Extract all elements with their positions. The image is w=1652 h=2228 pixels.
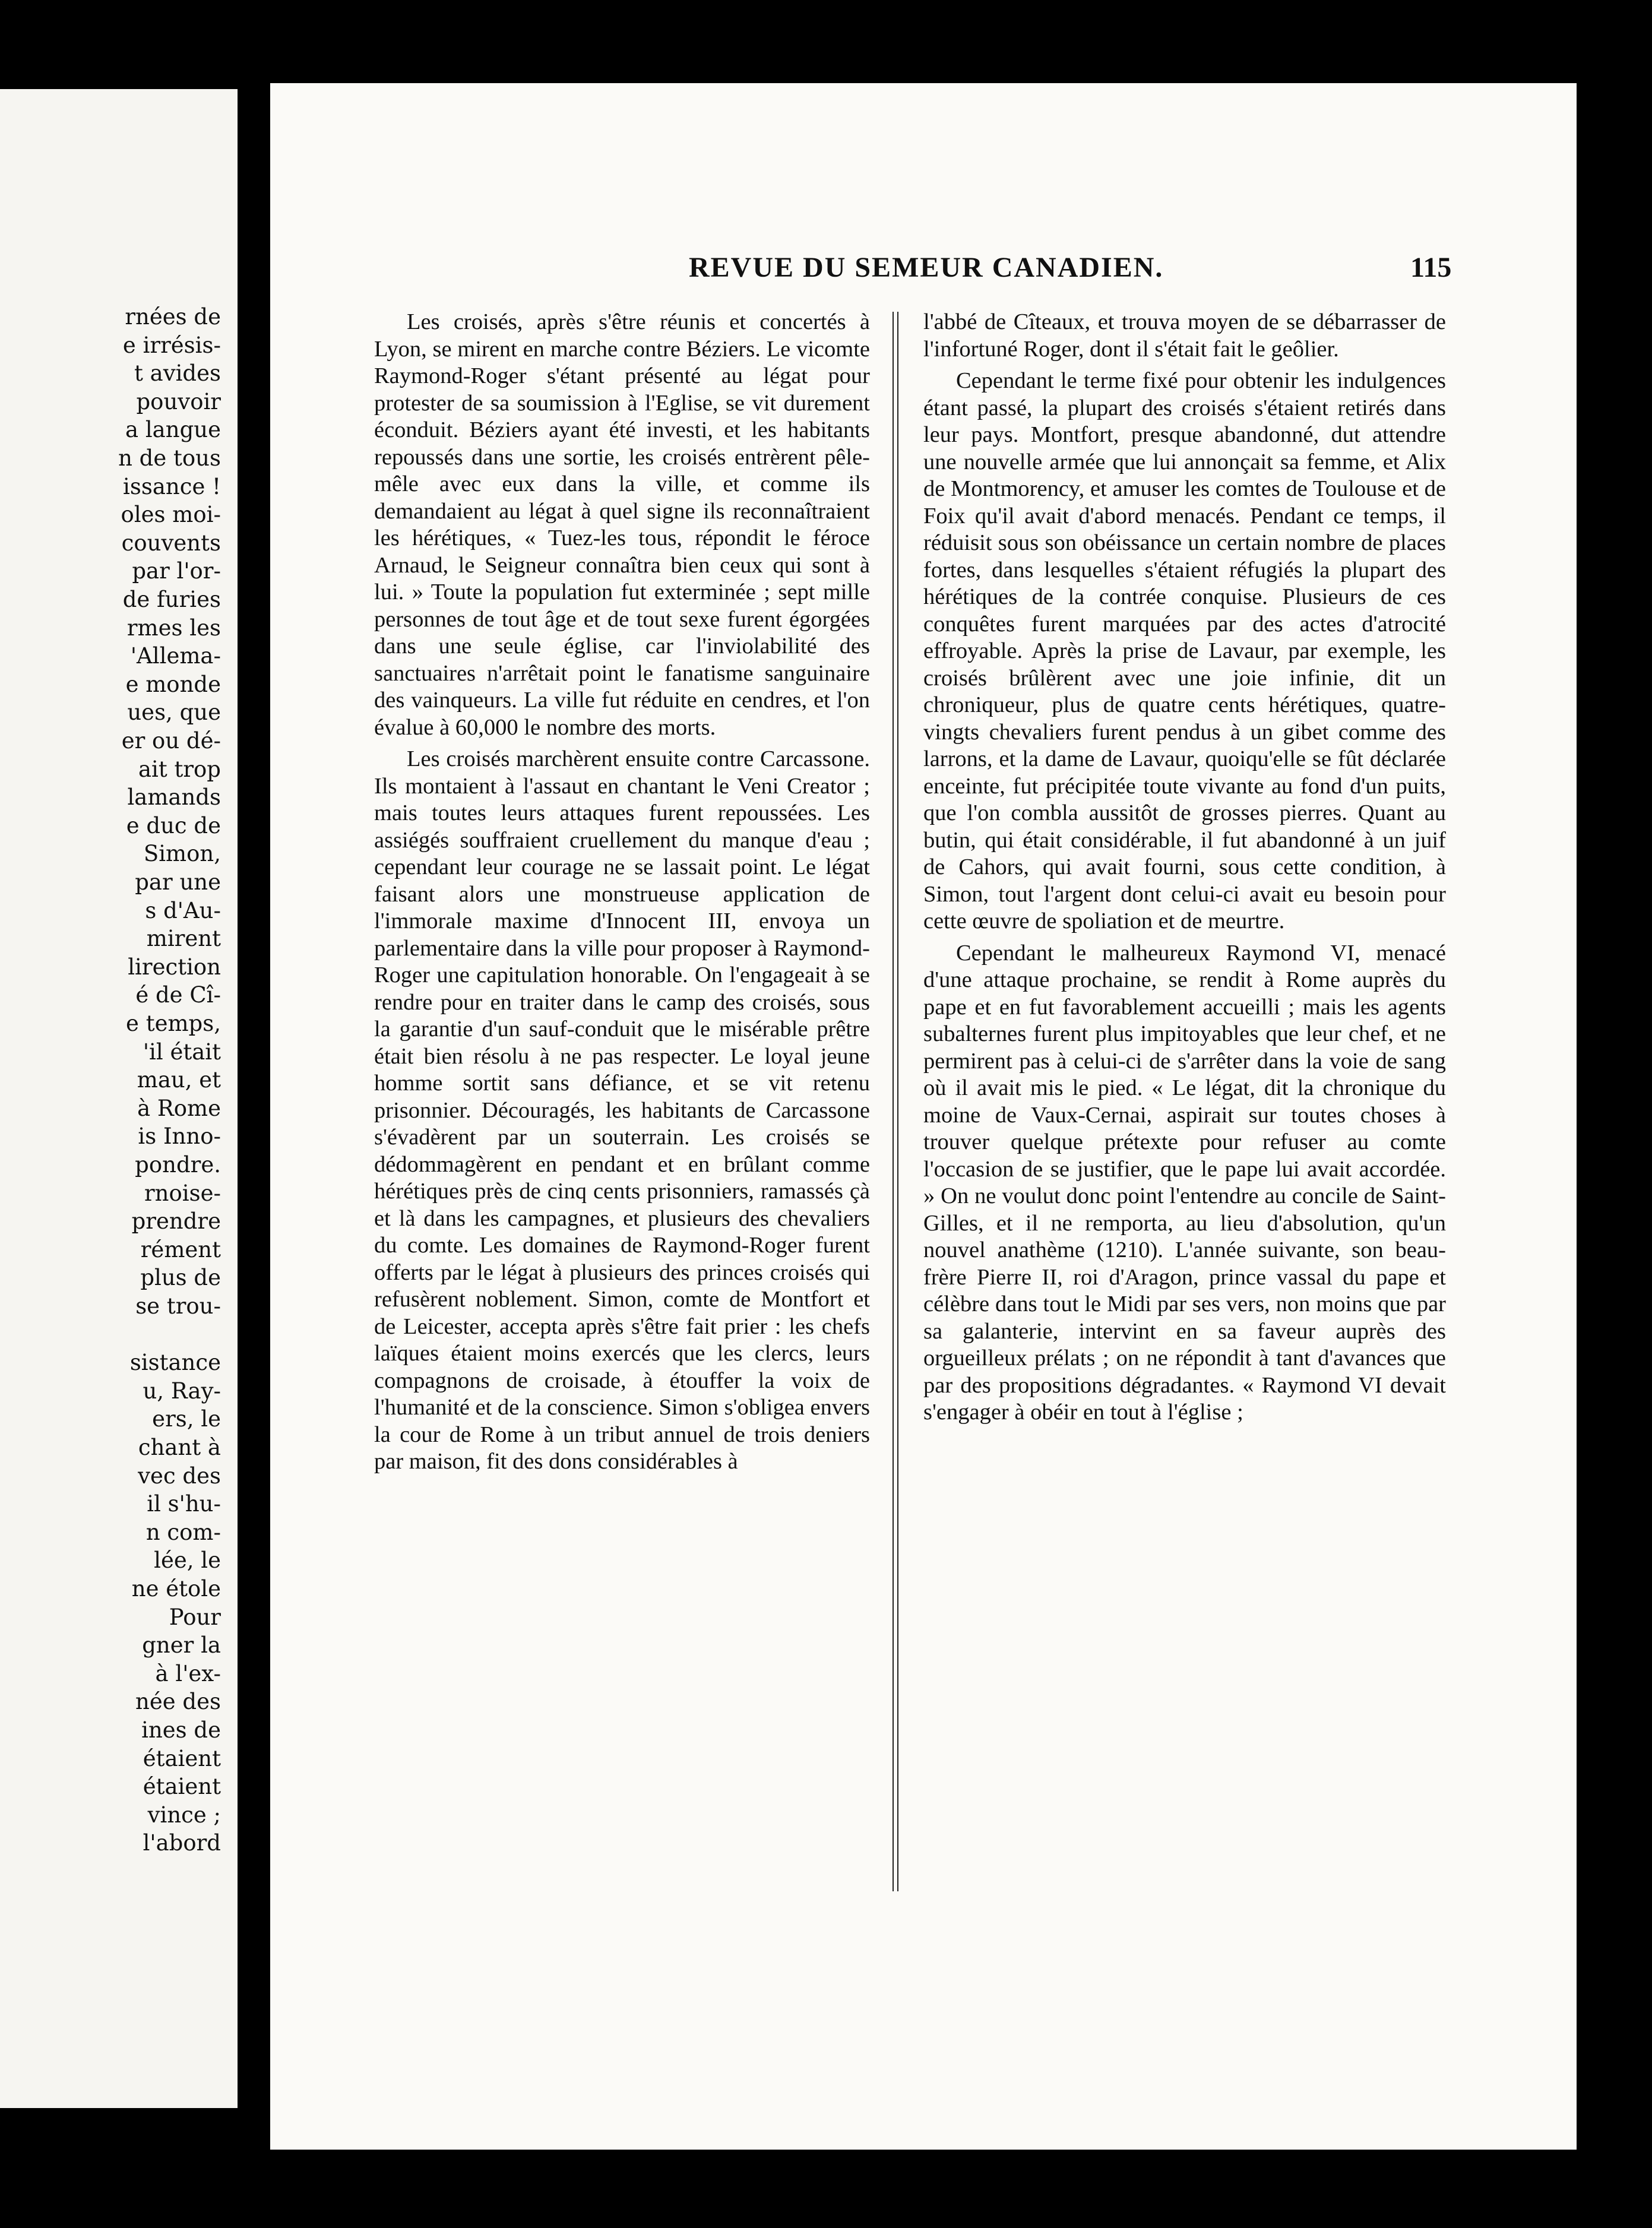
facing-page-line: ne étole [131, 1576, 221, 1602]
facing-page-line: ines de [141, 1717, 221, 1743]
facing-page-line: e irrésis- [122, 332, 221, 358]
facing-page-line: étaient [143, 1774, 221, 1800]
facing-page-line: née des [135, 1689, 221, 1715]
facing-page-line: a langue [125, 417, 221, 443]
facing-page-line: il s'hu- [147, 1491, 221, 1517]
page-header [270, 251, 1577, 287]
paragraph: l'abbé de Cîteaux, et trouva moyen de se débarrasser de l'infortuné Roger, dont il s'était fait le geôlier. [923, 309, 1446, 362]
facing-page-line: 'Allema- [130, 643, 221, 669]
facing-page-line: mau, et [137, 1067, 221, 1093]
scan-border-right [1577, 83, 1652, 2150]
facing-page-line: er ou dé- [121, 728, 221, 754]
text-column-right [923, 309, 1446, 1912]
facing-page-line: à Rome [137, 1095, 221, 1121]
facing-page-line: issance ! [123, 473, 221, 499]
scan-border-bottom [0, 2150, 1652, 2228]
facing-page-line: ait trop [138, 756, 221, 782]
page-number: 115 [1410, 252, 1452, 283]
facing-page-line: e temps, [126, 1011, 221, 1036]
facing-page-line: e monde [125, 671, 221, 697]
facing-page-line: n com- [145, 1519, 221, 1545]
paragraph: Cependant le terme fixé pour obtenir les indulgences étant passé, la plupart des croisés s'étaient retirés dans leur pays. Montfort, presque abandonné, dut attendre une nouvelle armée que lui annonçait sa femme, et Alix de Montmorency, et amuser les comtes de Toulouse et de Foix qu'il avait d'abord menacés. Pendant ce temps, il réduisit sous son obéissance un certain nombre de places fortes, dans lesquelles s'étaient réfugiés la plupart des hérétiques de la contrée conquise. Plusieurs de ces conquêtes furent marquées par des actes d'atrocité effroyable. Après la prise de Lavaur, par exemple, les croisés brûlèrent avec une joie infinie, dit un chroniqueur, plus de quatre cents hérétiques, quatre-vingts chevaliers furent pendus à un gibet comme des larrons, et la dame de Lavaur, quoiqu'elle se fût déclarée enceinte, fut précipitée toute vivante au fond d'un puits, que l'on combla aussitôt de grosses pierres. Quant au butin, qui était considérable, il fut abandonné à un juif de Cahors, qui avait fourni, sous cette condition, à Simon, tout l'argent dont celui-ci avait eu besoin pour cette œuvre de spoliation et de meurtre. [923, 368, 1446, 933]
paragraph: Cependant le malheureux Raymond VI, menacé d'une attaque prochaine, se rendit à Rome auprès du pape et en fut favorablement accueilli ; mais les agents subalternes furent plus impitoyables que leur chef, et ne permirent pas à celui-ci de s'arrêter dans la voie de sang où il avait mis le pied. « Le légat, dit la chronique du moine de Vaux-Cernai, aspirait sur toutes choses à trouver quelque prétexte pour refuser au comte l'occasion de se justifier, que le pape lui avait accordée. » On ne voulut donc point l'entendre au concile de Saint-Gilles, et il ne remporta, au lieu d'absolution, qu'un nouvel anathème (1210). L'année suivante, son beau-frère Pierre II, roi d'Aragon, prince vassal du pape et célèbre dans tout le Midi par ses vers, non moins que par sa galanterie, intervint en sa faveur auprès des orgueilleux prélats ; on ne répondit à tant d'avances que par des propositions dégradantes. « Raymond VI devait s'engager à obéir en tout à l'église ; [923, 940, 1446, 1425]
facing-page-line: s d'Au- [145, 897, 221, 923]
facing-page-line: chant à [138, 1435, 221, 1460]
facing-page-line: vince ; [147, 1802, 221, 1828]
running-title: REVUE DU SEMEUR CANADIEN. [689, 252, 1164, 283]
facing-page-line: plus de [140, 1265, 221, 1291]
facing-page-line: Pour [169, 1604, 221, 1630]
paragraph: Les croisés, après s'être réunis et concertés à Lyon, se mirent en marche contre Béziers. Le vicomte Raymond-Roger s'étant présenté au légat pour protester de sa soumission à l'Eglise, se vit durement éconduit. Béziers ayant été investi, et les habitants repoussés dans une sortie, les croisés entrèrent pêle-mêle avec eux dans la ville, et comme ils demandaient au légat à quel signe ils reconnaîtraient les hérétiques, « Tuez-les tous, répondit le féroce Arnaud, le Seigneur connaîtra bien ceux qui sont à lui. » Toute la population fut exterminée ; sept mille personnes de tout âge et de tout sexe furent égorgées dans une seule église, car l'inviolabilité des sanctuaires n'arrêtait point le fanatisme sanguinaire des vainqueurs. La ville fut réduite en cendres, et l'on évalue à 60,000 le nombre des morts. [374, 309, 870, 740]
facing-page-line: étaient [143, 1745, 221, 1771]
facing-page-line: par une [135, 869, 221, 895]
facing-page-line: lée, le [154, 1547, 221, 1574]
facing-page-line: n de tous [118, 445, 221, 471]
paragraph: Les croisés marchèrent ensuite contre Carcassone. Ils montaient à l'assaut en chantant le Veni Creator ; mais toutes leurs attaques furent repoussées. Les assiégés souffraient cruellement du manque d'eau ; cependant leur courage ne se lassait point. Le légat faisant alors une monstrueuse application de l'immorale maxime d'Innocent III, envoya un parlementaire dans la ville pour proposer à Raymond-Roger une capitulation honorable. On l'engageait à se rendre pour en traiter dans le camp des croisés, sous la garantie d'un sauf-conduit que le misérable prêtre était bien résolu à ne pas respecter. Le loyal jeune homme sortit sans défiance, et se vit retenu prisonnier. Découragés, les habitants de Carcassone s'évadèrent par un souterrain. Les croisés se dédommagèrent en pendant et en brûlant comme hérétiques près de cinq cents prisonniers, ramassés çà et là dans les campagnes, et plusieurs des chevaliers du comte. Les domaines de Raymond-Roger furent offerts par le légat à plusieurs des princes croisés qui refusèrent noblement. Simon, comte de Montfort et de Leicester, accepta après s'être fait prier : les chefs laïques étaient moins exercés que les clercs, leurs compagnons de croisade, à étouffer la voix de l'humanité et de la conscience. Simon s'obligea envers la cour de Rome à un tribut annuel de trois deniers par maison, fit des dons considérables à [374, 746, 870, 1474]
facing-page-line: lamands [127, 784, 221, 811]
facing-page-line: ues, que [127, 700, 221, 726]
facing-page-line: vec des [138, 1463, 221, 1489]
facing-page-line: couvents [121, 530, 221, 556]
facing-page-line: oles moi- [121, 502, 221, 528]
facing-page-line: is Inno- [138, 1124, 221, 1150]
book-gutter [238, 89, 270, 2108]
facing-page-line: pondre. [135, 1152, 221, 1178]
facing-page-line: Simon, [143, 841, 221, 867]
facing-page-line: gner la [142, 1632, 221, 1659]
facing-page-line: lirection [128, 954, 221, 980]
facing-page-line: rmes les [126, 615, 221, 641]
facing-page-fragment [0, 89, 238, 2108]
facing-page-line: se trou- [135, 1293, 221, 1319]
facing-page-line: de furies [122, 587, 221, 612]
facing-page-line: l'abord [143, 1830, 221, 1856]
facing-page-line: prendre [131, 1208, 221, 1235]
facing-page-line: rnées de [125, 304, 221, 330]
facing-page-line: pouvoir [136, 388, 221, 414]
facing-page-line: rnoise- [144, 1180, 221, 1206]
facing-page-line: e duc de [126, 812, 221, 838]
facing-page-line: rément [140, 1236, 221, 1262]
book-page [270, 83, 1577, 2150]
facing-page-line: 'il était [143, 1039, 221, 1065]
facing-page-line: u, Ray- [143, 1378, 221, 1404]
facing-page-line: sistance [129, 1350, 221, 1376]
facing-page-line: é de Cî- [135, 982, 221, 1008]
scan-border-top [0, 0, 1652, 83]
facing-page-line: ers, le [152, 1406, 221, 1432]
text-column-left [374, 309, 870, 1912]
facing-page-line: t avides [134, 360, 221, 387]
facing-page-line: par l'or- [132, 558, 221, 584]
column-rule [893, 312, 898, 1891]
facing-page-line: à l'ex- [155, 1660, 221, 1686]
facing-page-line: mirent [146, 926, 221, 952]
